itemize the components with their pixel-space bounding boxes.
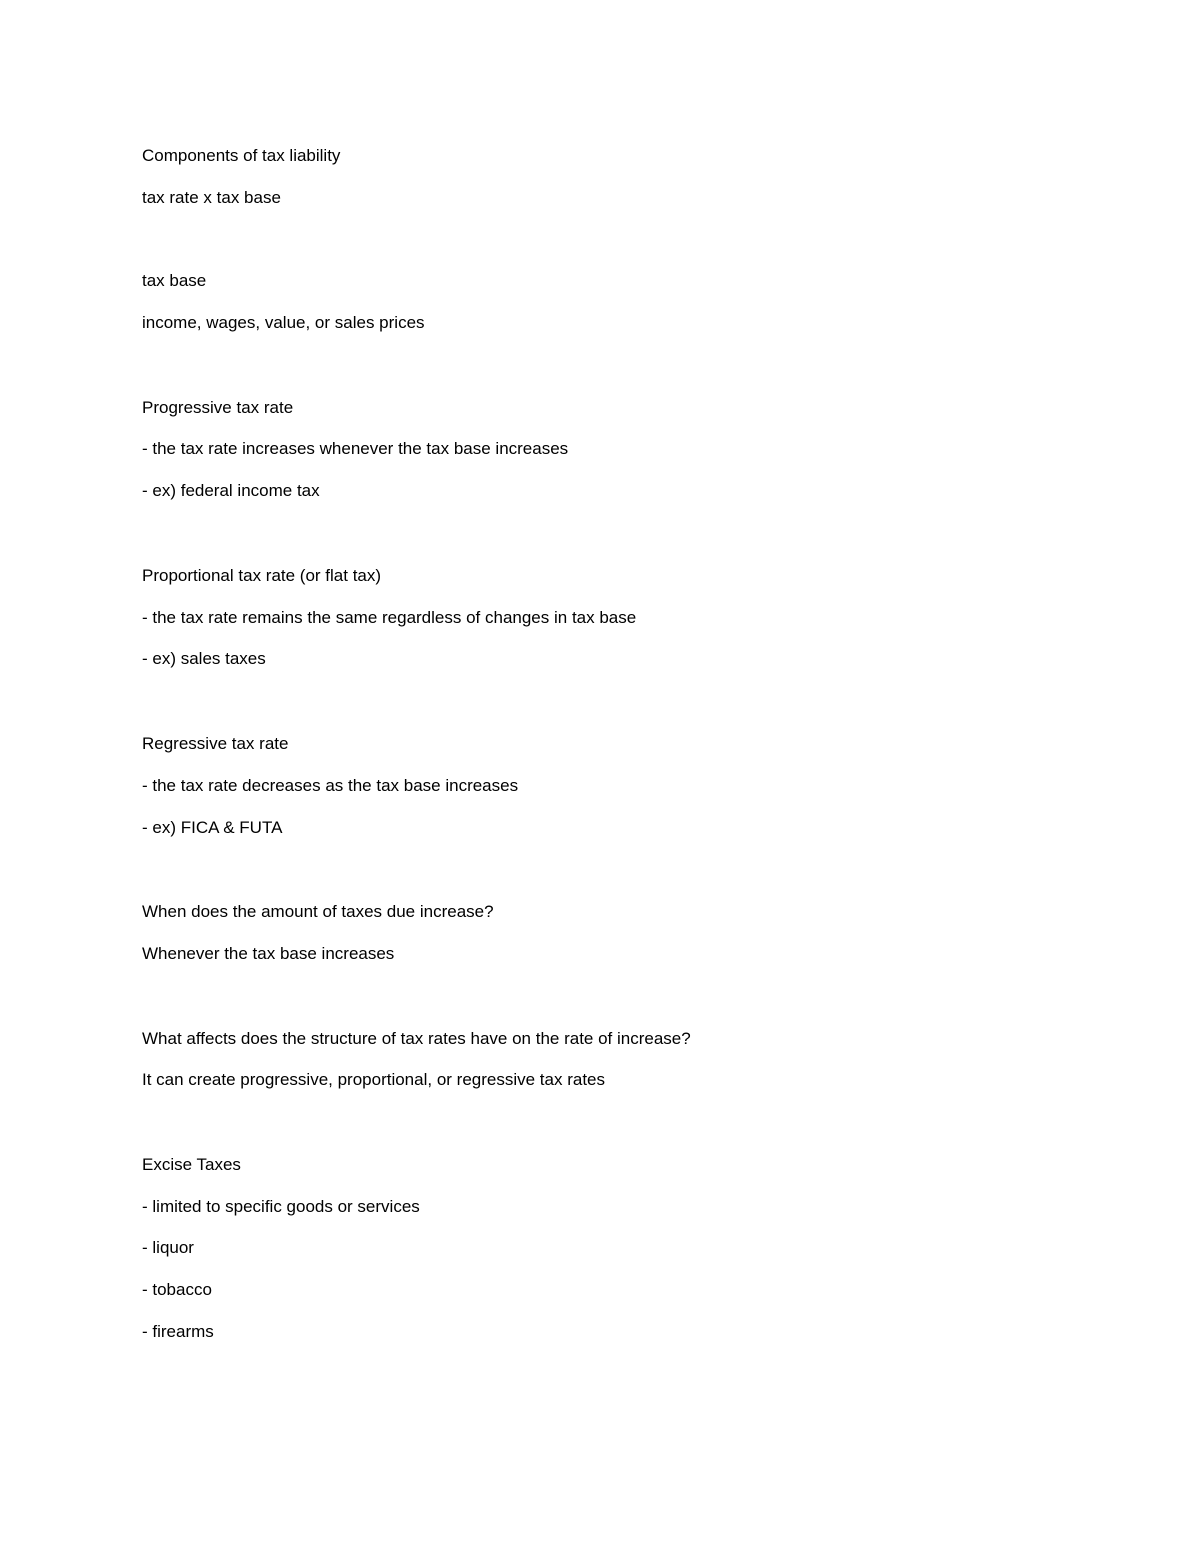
section-line: - firearms	[142, 1322, 214, 1341]
section-line: - liquor	[142, 1238, 194, 1257]
section-heading-excise: Excise Taxes	[142, 1155, 241, 1174]
section-heading-progressive: Progressive tax rate	[142, 398, 294, 417]
section-line: income, wages, value, or sales prices	[142, 313, 425, 332]
section-heading-question-1: When does the amount of taxes due increase?	[142, 902, 494, 921]
section-line: - ex) federal income tax	[142, 481, 320, 500]
section-heading-regressive: Regressive tax rate	[142, 734, 289, 753]
section-line: tax rate x tax base	[142, 188, 281, 207]
section-heading-question-2: What affects does the structure of tax rates have on the rate of increase?	[142, 1029, 691, 1048]
section-line: - the tax rate increases whenever the tax base increases	[142, 439, 569, 458]
section-line: - limited to specific goods or services	[142, 1197, 420, 1216]
section-heading-proportional: Proportional tax rate (or flat tax)	[142, 566, 382, 585]
section-heading-tax-liability: Components of tax liability	[142, 146, 341, 165]
section-line: It can create progressive, proportional, or regressive tax rates	[142, 1070, 605, 1089]
section-line: - ex) FICA & FUTA	[142, 818, 283, 837]
section-line: - ex) sales taxes	[142, 649, 266, 668]
section-line: - the tax rate decreases as the tax base increases	[142, 776, 519, 795]
section-line: - the tax rate remains the same regardless of changes in tax base	[142, 608, 637, 627]
section-heading-tax-base: tax base	[142, 271, 207, 290]
section-line: Whenever the tax base increases	[142, 944, 395, 963]
section-line: - tobacco	[142, 1280, 212, 1299]
